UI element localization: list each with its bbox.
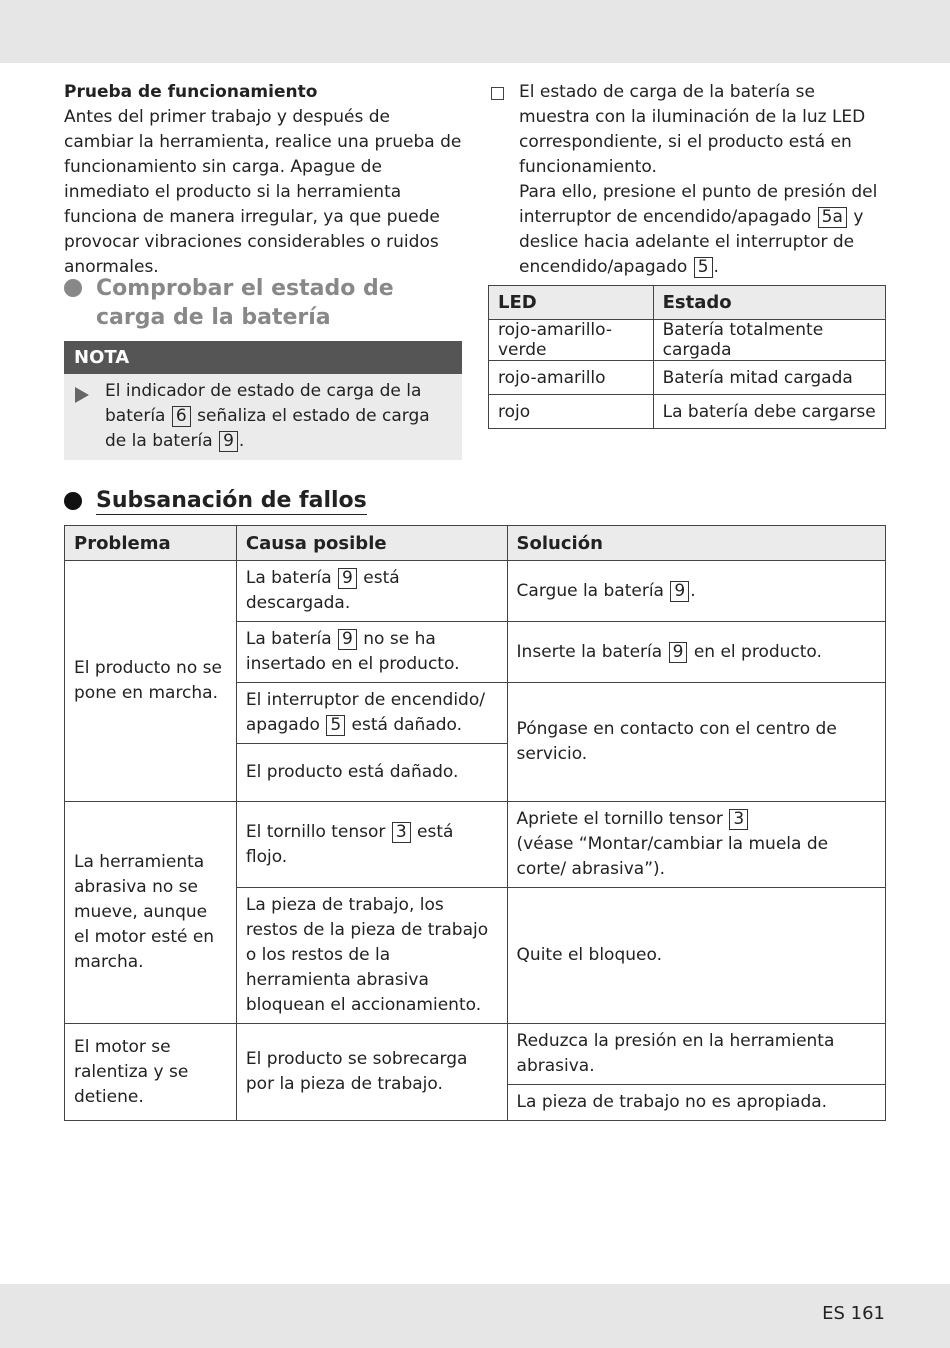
- right-column: [488, 80, 886, 280]
- table-header-row: [65, 526, 886, 561]
- table-cell: rojo: [489, 395, 654, 429]
- problem-cell: El motor se ralentiza y se detiene.: [65, 1024, 237, 1121]
- checkbox-icon: [491, 87, 504, 100]
- led-instructions: [519, 80, 886, 280]
- note-text: El indicador de estado de carga de la batería: [105, 381, 422, 426]
- column-header: Solución: [507, 526, 885, 561]
- text: Para ello, presione el punto de presión del interruptor de encendido/apagado: [519, 182, 878, 227]
- note-text: .: [238, 431, 245, 451]
- led-table: [488, 285, 886, 429]
- note-body: [64, 374, 462, 460]
- cause-cell: La batería 9 no se ha insertado en el producto.: [236, 622, 507, 683]
- ref-number: 9: [669, 642, 688, 663]
- column-header: Causa posible: [236, 526, 507, 561]
- table-cell: La batería debe cargarse: [653, 395, 885, 429]
- ref-number: 9: [670, 581, 689, 602]
- troubleshooting-table: [64, 525, 886, 1121]
- ref-number: 5: [326, 715, 345, 736]
- table-header-row: [489, 286, 886, 320]
- arrow-right-icon: [75, 387, 89, 403]
- note-label: NOTA: [64, 341, 462, 374]
- cause-cell: La pieza de trabajo, los restos de la pieza de trabajo o los restos de la herramienta abrasiva bloquean el accionamiento.: [236, 888, 507, 1024]
- ref-number: 5: [694, 257, 713, 278]
- solution-cell: Inserte la batería 9 en el producto.: [507, 622, 885, 683]
- table-row: [65, 1024, 886, 1085]
- ref-number: 5a: [818, 207, 847, 228]
- prueba-heading: Prueba de funcionamiento: [64, 82, 318, 102]
- table-row: [489, 395, 886, 429]
- section-heading-fallos: [64, 486, 764, 515]
- problem-cell: La herramienta abrasiva no se mueve, aunque el motor esté en marcha.: [65, 802, 237, 1024]
- table-row: [489, 320, 886, 361]
- solution-cell: Cargue la batería 9 .: [507, 561, 885, 622]
- ref-number: 9: [338, 629, 357, 650]
- text: .: [713, 257, 719, 277]
- section-title: Subsanación de fallos: [96, 488, 367, 513]
- table-cell: rojo-amarillo-verde: [489, 320, 654, 361]
- bullet-icon: [64, 279, 82, 297]
- table-row: [65, 802, 886, 888]
- table-cell: Batería totalmente cargada: [653, 320, 885, 361]
- ref-number: 9: [219, 431, 238, 452]
- table-row: [65, 561, 886, 622]
- table-cell: Batería mitad cargada: [653, 361, 885, 395]
- solution-cell: Quite el bloqueo.: [507, 888, 885, 1024]
- section-heading-bateria: [64, 274, 462, 332]
- column-header: Problema: [65, 526, 237, 561]
- ref-number: 9: [338, 568, 357, 589]
- cause-cell: El producto se sobrecarga por la pieza de trabajo.: [236, 1024, 507, 1121]
- cause-cell: La batería 9 está descargada.: [236, 561, 507, 622]
- solution-cell: La pieza de trabajo no es apropiada.: [507, 1085, 885, 1121]
- problem-cell: El producto no se pone en marcha.: [65, 561, 237, 802]
- solution-cell: Póngase en contacto con el centro de servicio.: [507, 683, 885, 802]
- note-box: [64, 341, 462, 460]
- cause-cell: El interruptor de encendido/ apagado 5 está dañado.: [236, 683, 507, 744]
- footer-band: [0, 1284, 950, 1348]
- ref-number: 3: [392, 822, 411, 843]
- solution-cell: Apriete el tornillo tensor 3 (véase “Montar/cambiar la muela de corte/ abrasiva”).: [507, 802, 885, 888]
- section-title: Comprobar el estado de carga de la batería: [96, 276, 394, 330]
- header-band: [0, 0, 950, 63]
- left-column: [64, 80, 462, 280]
- ref-number: 3: [729, 809, 748, 830]
- bullet-icon: [64, 492, 82, 510]
- solution-cell: Reduzca la presión en la herramienta abrasiva.: [507, 1024, 885, 1085]
- table-row: [489, 361, 886, 395]
- note-text: señaliza el estado de carga de la batería: [105, 406, 430, 451]
- column-header: Estado: [653, 286, 885, 320]
- table-cell: rojo-amarillo: [489, 361, 654, 395]
- ref-number: 6: [172, 406, 191, 427]
- page-number: ES 161: [822, 1303, 885, 1324]
- column-header: LED: [489, 286, 654, 320]
- paragraph: El estado de carga de la batería se muestra con la iluminación de la luz LED correspondiente, si el producto está en funcionamiento.: [519, 82, 866, 177]
- prueba-paragraph: Antes del primer trabajo y después de cambiar la herramienta, realice una prueba de funcionamiento sin carga. Apague de inmediato el producto si la herramienta funciona de manera irregular, ya que puede provocar vibraciones considerables o ruidos anormales.: [64, 107, 462, 277]
- cause-cell: El producto está dañado.: [236, 744, 507, 802]
- paragraph: [519, 180, 886, 280]
- text: y deslice hacia adelante el interruptor de encendido/apagado: [519, 207, 864, 277]
- cause-cell: El tornillo tensor 3 está flojo.: [236, 802, 507, 888]
